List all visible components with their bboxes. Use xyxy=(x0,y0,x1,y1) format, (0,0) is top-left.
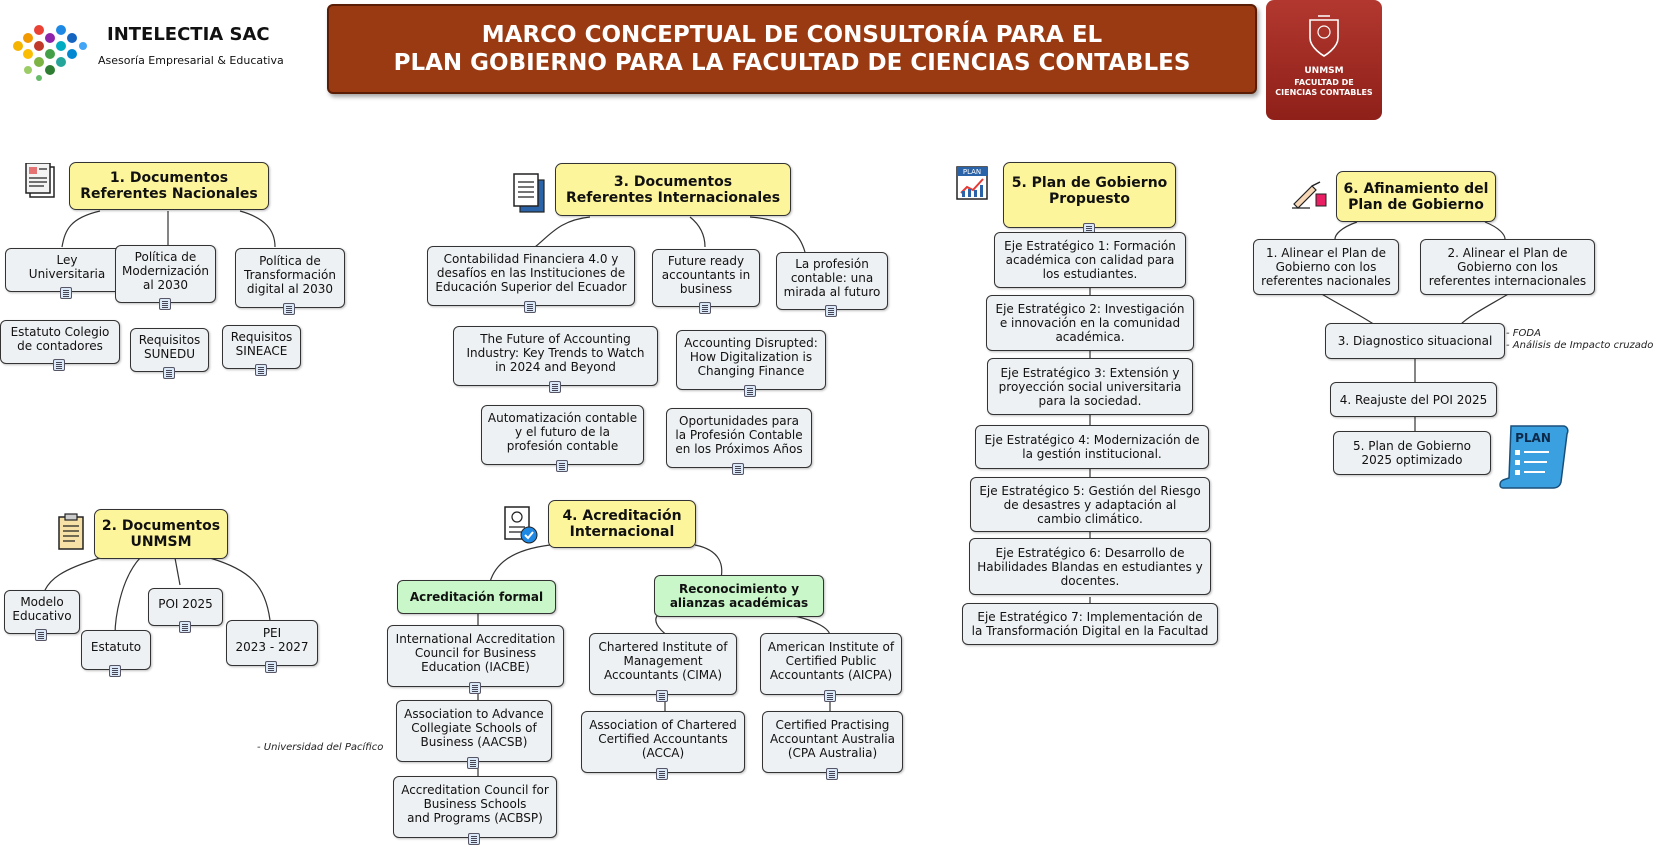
title-line-2: PLAN GOBIERNO PARA LA FACULTAD DE CIENCIAS CONTABLES xyxy=(393,50,1191,76)
s2-poi-2025[interactable]: POI 2025 xyxy=(148,588,223,626)
document-icon[interactable] xyxy=(35,629,47,641)
documents-icon xyxy=(24,163,58,201)
document-icon[interactable] xyxy=(549,381,561,393)
s1-ley-universitaria[interactable]: Ley Universitaria xyxy=(5,248,129,292)
s3-future-of-accounting[interactable]: The Future of Accounting Industry: Key Trends to Watch in 2024 and Beyond xyxy=(453,326,658,386)
s4-iacbe[interactable]: International Accreditation Council for Business Education (IACBE) xyxy=(387,625,564,687)
document-icon[interactable] xyxy=(283,303,295,315)
plan-scroll-icon xyxy=(1497,422,1571,492)
s4-aacsb-note: - Universidad del Pacífico xyxy=(257,742,384,753)
document-icon[interactable] xyxy=(53,359,65,371)
s1-estatuto-colegio[interactable]: Estatuto Colegio de contadores xyxy=(0,320,120,364)
document-icon[interactable] xyxy=(179,621,191,633)
s4-cima[interactable]: Chartered Institute of Management Accountants (CIMA) xyxy=(589,633,737,695)
institution-badge xyxy=(1266,0,1382,120)
s3-contabilidad-financiera[interactable]: Contabilidad Financiera 4.0 y desafíos en las Instituciones de Educación Superior del Ecuador xyxy=(427,246,635,306)
s4-reconocimiento-alianzas: Reconocimiento y alianzas académicas xyxy=(654,575,824,617)
university-seal-icon xyxy=(1306,14,1342,58)
s3-automatizacion-contable[interactable]: Automatización contable y el futuro de la profesión contable xyxy=(481,405,644,465)
clipboard-icon xyxy=(57,513,85,551)
s5-eje-5[interactable]: Eje Estratégico 5: Gestión del Riesgo de desastres y adaptación al cambio climático. xyxy=(970,477,1210,532)
document-icon[interactable] xyxy=(468,833,480,845)
document-icon[interactable] xyxy=(255,364,267,376)
s6-alinear-internacionales[interactable]: 2. Alinear el Plan de Gobierno con los referentes internacionales xyxy=(1420,239,1595,295)
document-icon[interactable] xyxy=(109,665,121,677)
institution-name: UNMSM xyxy=(1304,66,1344,76)
document-icon[interactable] xyxy=(60,287,72,299)
s5-eje-1[interactable]: Eje Estratégico 1: Formación académica con calidad para los estudiantes. xyxy=(994,232,1186,288)
section-2-header: 2. Documentos UNMSM xyxy=(94,509,228,559)
s5-eje-4[interactable]: Eje Estratégico 4: Modernización de la gestión institucional. xyxy=(975,425,1209,469)
s3-accounting-disrupted[interactable]: Accounting Disrupted: How Digitalization is Changing Finance xyxy=(676,330,826,390)
s6-reajuste-poi[interactable]: 4. Reajuste del POI 2025 xyxy=(1330,382,1497,417)
section-5-header: 5. Plan de Gobierno Propuesto xyxy=(1003,162,1176,228)
s6-diagnostico-note: - FODA - Análisis de Impacto cruzado xyxy=(1506,328,1654,351)
document-icon[interactable] xyxy=(824,690,836,702)
plan-chart-icon xyxy=(955,163,993,201)
document-icon[interactable] xyxy=(699,302,711,314)
s4-aicpa[interactable]: American Institute of Certified Public Accountants (AICPA) xyxy=(760,633,902,695)
s2-estatuto[interactable]: Estatuto xyxy=(81,630,151,670)
s5-eje-6[interactable]: Eje Estratégico 6: Desarrollo de Habilidades Blandas en estudiantes y docentes. xyxy=(969,538,1211,595)
brand-name: INTELECTIA SAC xyxy=(107,24,270,45)
title-line-1: MARCO CONCEPTUAL DE CONSULTORÍA PARA EL xyxy=(481,22,1103,48)
s5-eje-7[interactable]: Eje Estratégico 7: Implementación de la Transformación Digital en la Facultad xyxy=(962,603,1218,645)
document-icon[interactable] xyxy=(732,463,744,475)
s4-acbsp[interactable]: Accreditation Council for Business Schools and Programs (ACBSP) xyxy=(393,776,557,838)
document-icon[interactable] xyxy=(826,768,838,780)
document-icon[interactable] xyxy=(656,690,668,702)
plan-chart-label: PLAN xyxy=(962,168,982,176)
s2-pei[interactable]: PEI 2023 - 2027 xyxy=(226,620,318,666)
section-4-header: 4. Acreditación Internacional xyxy=(548,500,696,548)
s1-requisitos-sineace[interactable]: Requisitos SINEACE xyxy=(222,325,301,369)
s2-modelo-educativo[interactable]: Modelo Educativo xyxy=(4,590,80,634)
document-icon[interactable] xyxy=(744,385,756,397)
title-banner xyxy=(327,4,1257,94)
institution-faculty: FACULTAD DE CIENCIAS CONTABLES xyxy=(1275,78,1373,97)
s1-politica-modernizacion[interactable]: Política de Modernización al 2030 xyxy=(115,245,216,303)
document-icon[interactable] xyxy=(469,682,481,694)
plan-scroll-label: PLAN xyxy=(1515,431,1551,445)
document-icon[interactable] xyxy=(656,768,668,780)
s6-diagnostico[interactable]: 3. Diagnostico situacional xyxy=(1325,323,1505,359)
document-icon[interactable] xyxy=(467,757,479,769)
s4-acreditacion-formal: Acreditación formal xyxy=(397,580,556,614)
document-icon[interactable] xyxy=(159,298,171,310)
section-1-header: 1. Documentos Referentes Nacionales xyxy=(69,162,269,210)
intelectia-logo-icon xyxy=(8,18,90,86)
s5-eje-3[interactable]: Eje Estratégico 3: Extensión y proyección social universitaria para la sociedad. xyxy=(987,358,1193,415)
s6-alinear-nacionales[interactable]: 1. Alinear el Plan de Gobierno con los referentes nacionales xyxy=(1253,239,1399,295)
document-icon[interactable] xyxy=(524,301,536,313)
document-icon[interactable] xyxy=(825,305,837,317)
s3-oportunidades[interactable]: Oportunidades para la Profesión Contable en los Próximos Años xyxy=(666,408,812,468)
s4-aacsb[interactable]: Association to Advance Collegiate Schools of Business (AACSB) xyxy=(396,700,552,762)
section-6-header: 6. Afinamiento del Plan de Gobierno xyxy=(1336,171,1496,222)
documents-stack-icon xyxy=(512,172,546,214)
s5-eje-2[interactable]: Eje Estratégico 2: Investigación e innovación en la comunidad académica. xyxy=(986,295,1194,351)
s1-requisitos-sunedu[interactable]: Requisitos SUNEDU xyxy=(130,328,209,372)
s4-acca[interactable]: Association of Chartered Certified Accountants (ACCA) xyxy=(581,711,745,773)
s1-politica-transformacion[interactable]: Política de Transformación digital al 2030 xyxy=(235,248,345,308)
section-3-header: 3. Documentos Referentes Internacionales xyxy=(555,163,791,216)
document-icon[interactable] xyxy=(556,460,568,472)
hand-writing-icon xyxy=(1290,180,1328,210)
s4-cpa-australia[interactable]: Certified Practising Accountant Australia (CPA Australia) xyxy=(762,711,903,773)
s3-future-ready[interactable]: Future ready accountants in business xyxy=(652,249,760,307)
accreditation-certificate-icon xyxy=(503,505,539,545)
document-icon[interactable] xyxy=(265,661,277,673)
s3-profesion-contable[interactable]: La profesión contable: una mirada al futuro xyxy=(776,252,888,310)
s6-plan-optimizado[interactable]: 5. Plan de Gobierno 2025 optimizado xyxy=(1333,431,1491,475)
brand-tagline: Asesoría Empresarial & Educativa xyxy=(98,54,284,67)
document-icon[interactable] xyxy=(163,367,175,379)
